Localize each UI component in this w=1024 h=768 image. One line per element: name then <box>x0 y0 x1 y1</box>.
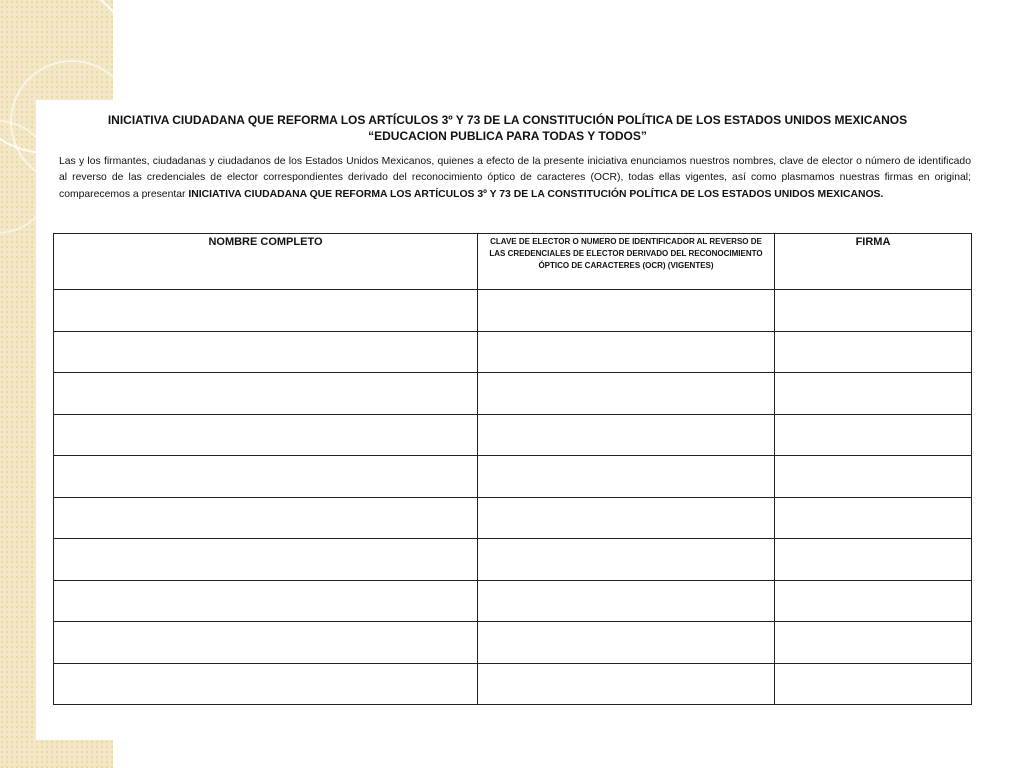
cell-firma <box>775 580 972 622</box>
cell-nombre <box>54 331 478 373</box>
cell-nombre <box>54 497 478 539</box>
title-line-2: “EDUCACION PUBLICA PARA TODAS Y TODOS” <box>368 129 647 143</box>
cell-clave <box>478 622 775 664</box>
cell-firma <box>775 497 972 539</box>
cell-clave <box>478 580 775 622</box>
column-header-clave: CLAVE DE ELECTOR O NUMERO DE IDENTIFICADOR AL REVERSO DE LAS CREDENCIALES DE ELECTOR DERIVADO DEL RECONOCIMIENTO ÓPTICO DE CARACTERES (OCR) (VIGENTES) <box>478 234 775 290</box>
cell-clave <box>478 290 775 332</box>
table-row <box>54 580 972 622</box>
cell-clave <box>478 331 775 373</box>
cell-firma <box>775 331 972 373</box>
cell-nombre <box>54 539 478 581</box>
cell-nombre <box>54 663 478 705</box>
cell-nombre <box>54 414 478 456</box>
table-row <box>54 331 972 373</box>
cell-clave <box>478 414 775 456</box>
cell-nombre <box>54 622 478 664</box>
cell-nombre <box>54 580 478 622</box>
cell-nombre <box>54 456 478 498</box>
cell-firma <box>775 414 972 456</box>
signature-rows <box>54 290 972 705</box>
cell-firma <box>775 456 972 498</box>
column-header-firma: FIRMA <box>775 234 972 290</box>
cell-clave <box>478 663 775 705</box>
cell-firma <box>775 663 972 705</box>
cell-clave <box>478 373 775 415</box>
table-row <box>54 456 972 498</box>
title-line-1: INICIATIVA CIUDADANA QUE REFORMA LOS ARTÍCULOS 3º Y 73 DE LA CONSTITUCIÓN POLÍTICA DE LOS ESTADOS UNIDOS MEXICANOS <box>107 113 908 127</box>
column-header-name: NOMBRE COMPLETO <box>54 234 478 290</box>
cell-nombre <box>54 373 478 415</box>
table-header-row <box>54 234 972 290</box>
table-row <box>54 373 972 415</box>
table-row <box>54 539 972 581</box>
cell-nombre <box>54 290 478 332</box>
cell-clave <box>478 497 775 539</box>
cell-firma <box>775 622 972 664</box>
table-row <box>54 497 972 539</box>
intro-text: Las y los firmantes, ciudadanas y ciudadanos de los Estados Unidos Mexicanos, quienes a efecto de la presente iniciativa enunciamos nuestros nombres, clave de elector o número de identificado al reverso de las credenciales de elector correspondientes derivado del reconocimiento óptico de caracteres (OCR), todas ellas vigentes, así como plasmamos nuestras firmas en original; comparecemos a presentar <box>59 156 971 200</box>
signature-table <box>53 233 972 705</box>
table-row <box>54 290 972 332</box>
cell-firma <box>775 539 972 581</box>
document-title <box>45 112 970 144</box>
intro-bold-text: INICIATIVA CIUDADANA QUE REFORMA LOS ARTÍCULOS 3º Y 73 DE LA CONSTITUCIÓN POLÍTICA DE LOS ESTADOS UNIDOS MEXICANOS. <box>188 188 884 200</box>
table-row <box>54 663 972 705</box>
intro-paragraph <box>59 154 971 203</box>
table-row <box>54 414 972 456</box>
cell-clave <box>478 456 775 498</box>
cell-firma <box>775 373 972 415</box>
cell-firma <box>775 290 972 332</box>
table-row <box>54 622 972 664</box>
cell-clave <box>478 539 775 581</box>
